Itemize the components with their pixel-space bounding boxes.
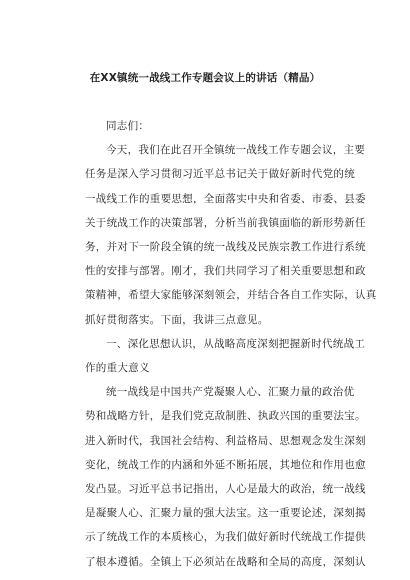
paragraph-line: 作的重大意义 bbox=[85, 362, 150, 374]
paragraph-line: 示了统战工作的本质核心，为我们做好新时代统战工作提供 bbox=[85, 531, 366, 544]
paragraph-line: 是凝聚人心、汇聚力量的强大法宝。这一重要论述，深刻揭 bbox=[85, 507, 366, 520]
paragraph-line: 了根本遵循。全镇上下必须站在战略和全局的高度，深刻认 bbox=[85, 555, 366, 568]
document-title: 在XX镇统一战线工作专题会议上的讲话（精品） bbox=[89, 72, 321, 84]
paragraph-line: 统一战线是中国共产党凝聚人心、汇聚力量的政治优 bbox=[106, 386, 355, 399]
paragraph-line: 进入新时代，我国社会结构、利益格局、思想观念发生深刻 bbox=[85, 434, 366, 447]
paragraph-line: 势和战略方针，是我们党克敌制胜、执政兴国的重要法宝。 bbox=[85, 410, 366, 423]
paragraph-line: 发凸显。习近平总书记指出，人心是最大的政治，统一战线 bbox=[85, 483, 366, 495]
paragraph-line: 变化，统战工作的内涵和外延不断拓展，其地位和作用也愈 bbox=[85, 458, 366, 471]
paragraph-line: 关于统战工作的决策部署，分析当前我镇面临的新形势新任 bbox=[85, 216, 366, 229]
paragraph-line: 任务是深入学习贯彻习近平总书记关于做好新时代党的统 bbox=[85, 168, 355, 181]
paragraph-line: 性的安排与部署。刚才，我们共同学习了相关重要思想和政 bbox=[85, 265, 366, 278]
paragraph-line: 一、深化思想认识，从战略高度深刻把握新时代统战工 bbox=[106, 337, 366, 350]
paragraph-line: 策精神，希望大家能够深刻领会，并结合各自工作实际，认真 bbox=[85, 289, 377, 302]
paragraph-line: 同志们： bbox=[106, 120, 150, 132]
paragraph-line: 抓好贯彻落实。下面，我讲三点意见。 bbox=[85, 313, 269, 326]
paragraph-line: 务，并对下一阶段全镇的统一战线及民族宗教工作进行系统 bbox=[85, 241, 366, 253]
paragraph-line: 今天，我们在此召开全镇统一战线工作专题会议，主要 bbox=[106, 144, 366, 157]
paragraph-line: 一战线工作的重要思想，全面落实中央和省委、市委、县委 bbox=[85, 192, 366, 205]
